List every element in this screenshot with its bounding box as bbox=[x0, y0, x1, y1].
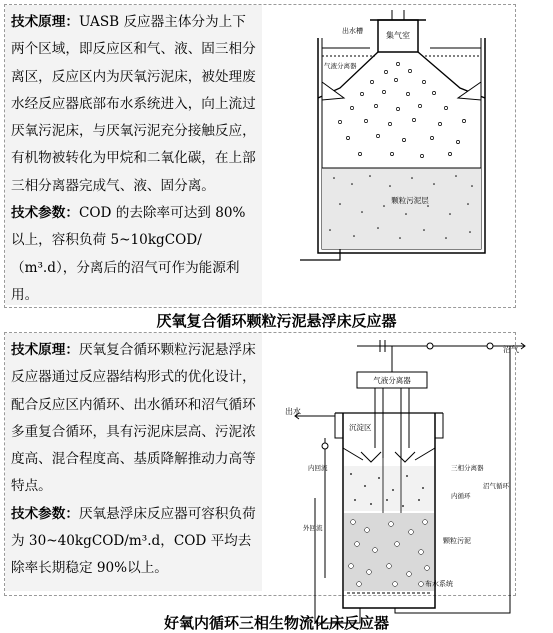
separator-label: 气液分离器 bbox=[324, 62, 357, 70]
section1-text bbox=[5, 5, 262, 305]
internal-loop-label: 内循环 bbox=[451, 492, 471, 500]
section2-params-text: 厌氧悬浮床反应器可容积负荷为 30~40kgCOD/m³.d，COD 平均去除率长期稳定 90%以上。 bbox=[11, 505, 256, 577]
granular-label: 颗粒污泥 bbox=[443, 537, 471, 545]
sludge-bed bbox=[322, 168, 481, 249]
gas-chamber-label: 集气室 bbox=[386, 31, 410, 40]
external-return-label: 外回流 bbox=[303, 524, 323, 532]
section2-params-label: 技术参数： bbox=[11, 505, 79, 522]
section1-params-label: 技术参数： bbox=[11, 205, 79, 222]
caption2: 好氧内循环三相生物流化床反应器 bbox=[163, 614, 389, 632]
gas-liquid-sep-label: 气液分离器 bbox=[373, 376, 411, 385]
reaction-zone-upper bbox=[344, 466, 434, 511]
fluidized-bed-diagram bbox=[275, 338, 535, 628]
section1-params-text: COD 的去除率可达到 80%以上，容积负荷 5~10kgCOD/（m³.d），分离后的沼气可作为能源利用。 bbox=[11, 205, 246, 303]
settling-label: 沉淀区 bbox=[349, 423, 372, 432]
sludge-label: 颗粒污泥层 bbox=[391, 196, 429, 205]
internal-return-label-left: 内回流 bbox=[308, 464, 328, 472]
caption1: 厌氧复合循环颗粒污泥悬浮床反应器 bbox=[156, 312, 397, 330]
three-phase-label: 三相分离器 bbox=[451, 464, 484, 472]
section2-text bbox=[5, 333, 262, 591]
outlet-trough-label: 出水槽 bbox=[342, 27, 363, 35]
section2-principle-label: 技术原理： bbox=[11, 342, 79, 358]
section1-principle-label: 技术原理： bbox=[11, 14, 79, 30]
distribution-label: 布水系统 bbox=[425, 580, 453, 588]
uasb-diagram bbox=[300, 8, 515, 283]
outlet-label: 出水 bbox=[285, 407, 301, 416]
biogas-loop-label: 沼气循环 bbox=[483, 482, 509, 490]
section2-principle-text: 厌氧复合循环颗粒污泥悬浮床反应器通过反应器结构形式的优化设计，配合反应区内循环、出水循环和沼气循环多重复合循环，具有污泥床层高、污泥浓度高、混合程度高、基质降解推动力高等特点。 bbox=[11, 342, 256, 495]
biogas-label: 沼气 bbox=[503, 345, 519, 354]
section1-principle-text: UASB 反应器主体分为上下两个区域，即反应区和气、液、固三相分离区，反应区内为厌氧污泥床，被处理废水经反应器底部布水系统进入，向上流过厌氧污泥床，与厌氧污泥充分接触反应，有机物被转化为甲烷和二氧化碳，在上部三相分离器完成气、液、固分离。 bbox=[11, 14, 256, 194]
